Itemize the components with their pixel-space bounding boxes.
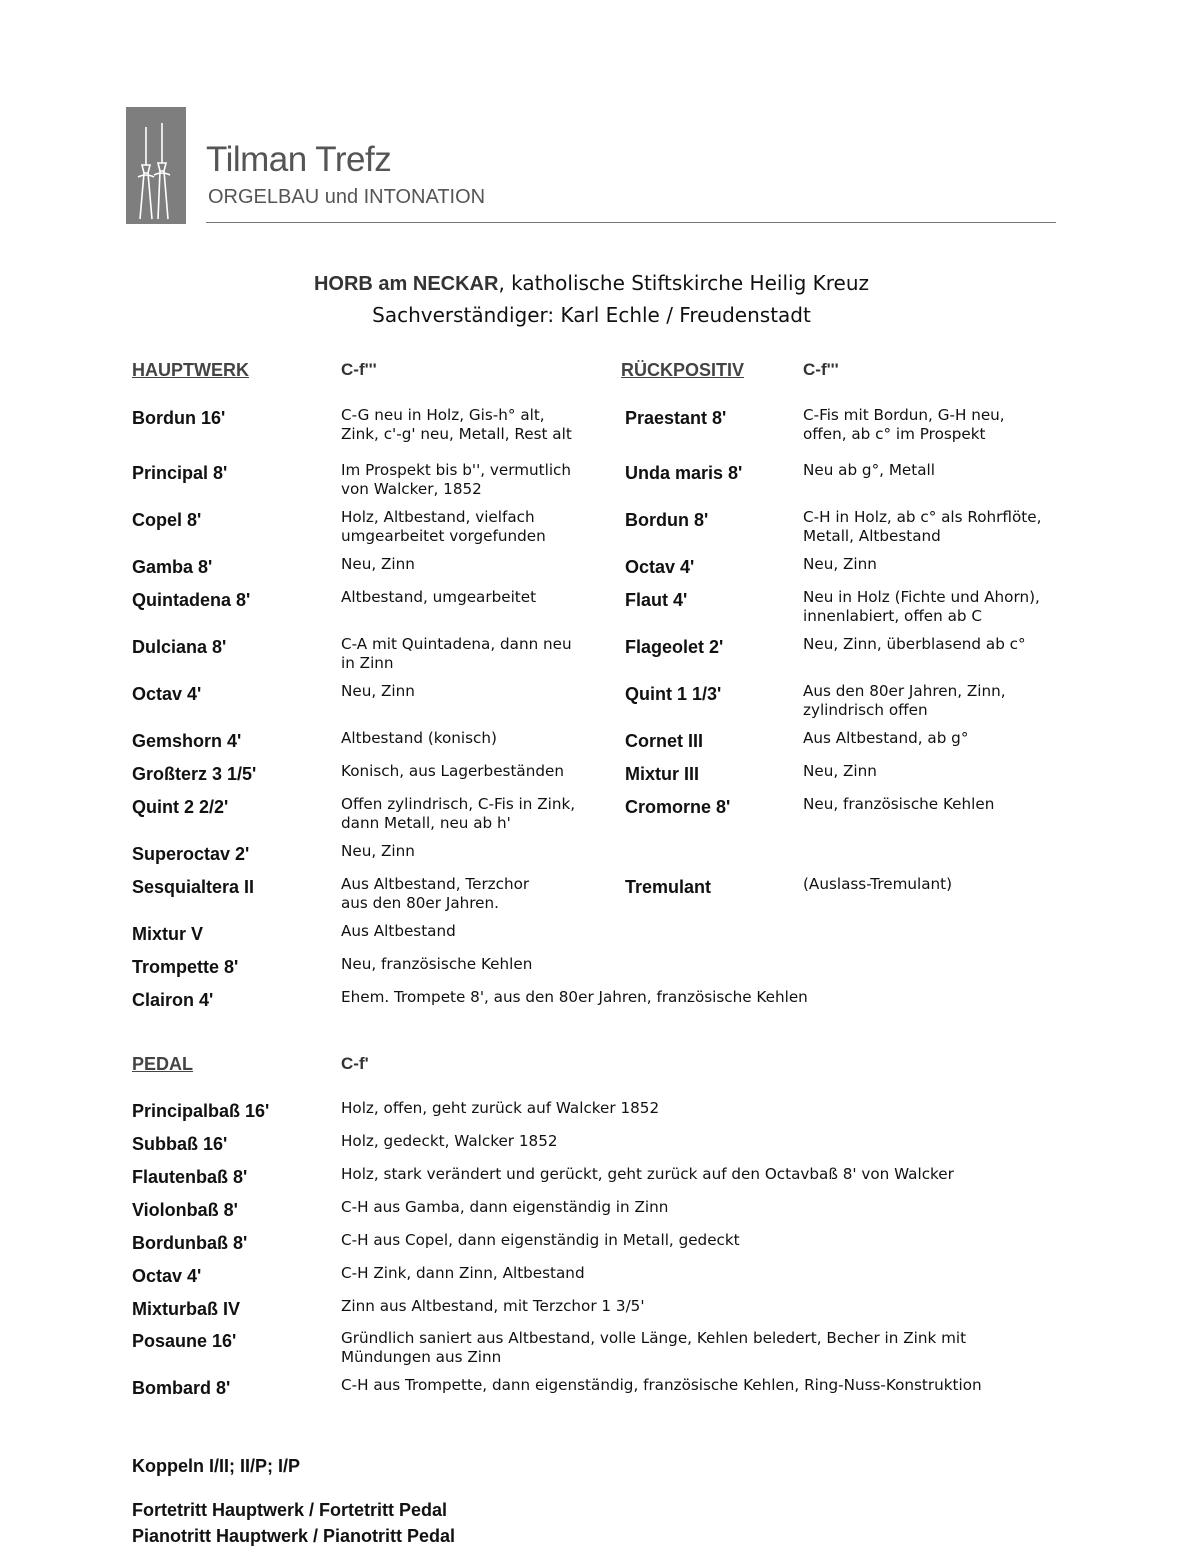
hauptwerk-stop-name: Octav 4'	[132, 684, 202, 704]
hauptwerk-stop-desc: Altbestand (konisch)	[341, 729, 497, 747]
hauptwerk-stop-name: Copel 8'	[132, 510, 202, 530]
hauptwerk-stop-name: Mixtur V	[132, 924, 204, 944]
hauptwerk-stop-name: Principal 8'	[132, 463, 228, 483]
organ-pipes-icon	[126, 107, 186, 224]
rueckpositiv-stop-desc: Neu, Zinn	[803, 762, 877, 780]
title-rest: , katholische Stiftskirche Heilig Kreuz	[498, 271, 870, 295]
rueckpositiv-stop-name: Bordun 8'	[625, 510, 709, 530]
pedal-stop-desc: C-H aus Trompette, dann eigenständig, französische Kehlen, Ring-Nuss-Konstruktion	[341, 1376, 982, 1394]
pedal-stop-desc: Holz, offen, geht zurück auf Walcker 1852	[341, 1099, 660, 1117]
pianotritt-line: Pianotritt Hauptwerk / Pianotritt Pedal	[132, 1526, 456, 1546]
koppeln-line: Koppeln I/II; II/P; I/P	[132, 1456, 301, 1476]
rueckpositiv-stop-name: Tremulant	[625, 877, 712, 897]
hauptwerk-stop-desc: Neu, Zinn	[341, 842, 415, 860]
rueckpositiv-stop-name: Cromorne 8'	[625, 797, 731, 817]
pedal-stop-name: Violonbaß 8'	[132, 1200, 238, 1220]
hauptwerk-stop-name: Dulciana 8'	[132, 637, 227, 657]
pedal-range: C-f'	[341, 1054, 369, 1073]
pedal-stop-desc: C-H aus Copel, dann eigenständig in Metall, gedeckt	[341, 1231, 740, 1249]
organ-pipes-logo	[126, 107, 186, 224]
rueckpositiv-stop-name: Quint 1 1/3'	[625, 684, 722, 704]
pedal-stop-desc: C-H aus Gamba, dann eigenständig in Zinn	[341, 1198, 669, 1216]
rueckpositiv-stop-desc: Aus Altbestand, ab g°	[803, 729, 969, 747]
hauptwerk-stop-name: Gamba 8'	[132, 557, 213, 577]
rueckpositiv-stop-desc: (Auslass-Tremulant)	[803, 875, 953, 893]
hauptwerk-stop-name: Superoctav 2'	[132, 844, 250, 864]
hauptwerk-stop-name: Bordun 16'	[132, 408, 226, 428]
hauptwerk-stop-desc: C-G neu in Holz, Gis-h° alt, Zink, c'-g' neu, Metall, Rest alt	[341, 406, 572, 443]
pedal-stop-desc: Zinn aus Altbestand, mit Terzchor 1 3/5'	[341, 1297, 645, 1315]
hauptwerk-stop-desc: Altbestand, umgearbeitet	[341, 588, 537, 606]
hauptwerk-stop-name: Quintadena 8'	[132, 590, 251, 610]
hauptwerk-stop-desc: Neu, Zinn	[341, 555, 415, 573]
pedal-stop-name: Octav 4'	[132, 1266, 202, 1286]
title-place: HORB am NECKAR	[313, 273, 499, 295]
rueckpositiv-stop-desc: Neu, Zinn, überblasend ab c°	[803, 635, 1026, 653]
pedal-stop-desc: Gründlich saniert aus Altbestand, volle Länge, Kehlen beledert, Becher in Zink mit Mündungen aus Zinn	[341, 1329, 967, 1366]
pedal-stop-name: Posaune 16'	[132, 1331, 237, 1351]
pedal-stop-name: Bordunbaß 8'	[132, 1233, 248, 1253]
hauptwerk-stop-name: Quint 2 2/2'	[132, 797, 229, 817]
pedal-heading: PEDAL	[132, 1054, 194, 1074]
pedal-stop-desc: Holz, stark verändert und gerückt, geht zurück auf den Octavbaß 8' von Walcker	[341, 1165, 954, 1183]
pedal-stop-name: Principalbaß 16'	[132, 1101, 270, 1121]
hauptwerk-range: C-f'''	[341, 360, 377, 379]
rueckpositiv-stop-name: Unda maris 8'	[625, 463, 743, 483]
hauptwerk-stop-desc: Ehem. Trompete 8', aus den 80er Jahren, französische Kehlen	[341, 988, 808, 1006]
rueckpositiv-stop-desc: Neu, französische Kehlen	[803, 795, 995, 813]
rueckpositiv-stop-desc: Neu in Holz (Fichte und Ahorn), innenlabiert, offen ab C	[803, 588, 1040, 625]
header-divider	[206, 222, 1056, 223]
rueckpositiv-stop-name: Praestant 8'	[625, 408, 727, 428]
rueckpositiv-stop-desc: C-H in Holz, ab c° als Rohrflöte, Metall, Altbestand	[803, 508, 1042, 545]
pedal-stop-name: Bombard 8'	[132, 1378, 231, 1398]
hauptwerk-stop-name: Trompette 8'	[132, 957, 239, 977]
rueckpositiv-heading: RÜCKPOSITIV	[621, 360, 745, 380]
pedal-stop-name: Mixturbaß IV	[132, 1299, 241, 1319]
rueckpositiv-stop-name: Octav 4'	[625, 557, 695, 577]
brand-name: Tilman Trefz	[206, 140, 392, 179]
hauptwerk-stop-name: Gemshorn 4'	[132, 731, 242, 751]
hauptwerk-stop-desc: Aus Altbestand	[341, 922, 456, 940]
rueckpositiv-stop-name: Flaut 4'	[625, 590, 688, 610]
rueckpositiv-stop-name: Cornet III	[625, 731, 704, 751]
rueckpositiv-stop-desc: Aus den 80er Jahren, Zinn, zylindrisch offen	[803, 682, 1006, 719]
hauptwerk-heading: HAUPTWERK	[132, 360, 249, 380]
hauptwerk-stop-desc: Neu, Zinn	[341, 682, 415, 700]
rueckpositiv-stop-name: Mixtur III	[625, 764, 700, 784]
rueckpositiv-stop-desc: Neu ab g°, Metall	[803, 461, 935, 479]
rueckpositiv-range: C-f'''	[803, 360, 839, 379]
hauptwerk-stop-name: Sesquialtera II	[132, 877, 255, 897]
hauptwerk-stop-desc: Offen zylindrisch, C-Fis in Zink, dann Metall, neu ab h'	[341, 795, 576, 832]
hauptwerk-stop-desc: Neu, französische Kehlen	[341, 955, 533, 973]
pedal-stop-desc: Holz, gedeckt, Walcker 1852	[341, 1132, 558, 1150]
brand-subtitle: ORGELBAU und INTONATION	[208, 186, 486, 208]
rueckpositiv-stop-desc: Neu, Zinn	[803, 555, 877, 573]
hauptwerk-stop-desc: Holz, Altbestand, vielfach umgearbeitet vorgefunden	[341, 508, 546, 545]
pedal-stop-name: Subbaß 16'	[132, 1134, 228, 1154]
hauptwerk-stop-desc: C-A mit Quintadena, dann neu in Zinn	[341, 635, 572, 672]
pedal-stop-desc: C-H Zink, dann Zinn, Altbestand	[341, 1264, 585, 1282]
hauptwerk-stop-desc: Im Prospekt bis b'', vermutlich von Walcker, 1852	[341, 461, 572, 498]
document-subtitle: Sachverständiger: Karl Echle / Freudenstadt	[372, 303, 811, 327]
rueckpositiv-stop-name: Flageolet 2'	[625, 637, 724, 657]
hauptwerk-stop-desc: Konisch, aus Lagerbeständen	[341, 762, 564, 780]
rueckpositiv-stop-desc: C-Fis mit Bordun, G-H neu, offen, ab c° im Prospekt	[803, 406, 1005, 443]
hauptwerk-stop-name: Großterz 3 1/5'	[132, 764, 257, 784]
hauptwerk-stop-name: Clairon 4'	[132, 990, 214, 1010]
hauptwerk-stop-desc: Aus Altbestand, Terzchor aus den 80er Jahren.	[341, 875, 530, 912]
pedal-stop-name: Flautenbaß 8'	[132, 1167, 248, 1187]
document-title	[0, 271, 1183, 296]
fortetritt-line: Fortetritt Hauptwerk / Fortetritt Pedal	[132, 1500, 448, 1520]
